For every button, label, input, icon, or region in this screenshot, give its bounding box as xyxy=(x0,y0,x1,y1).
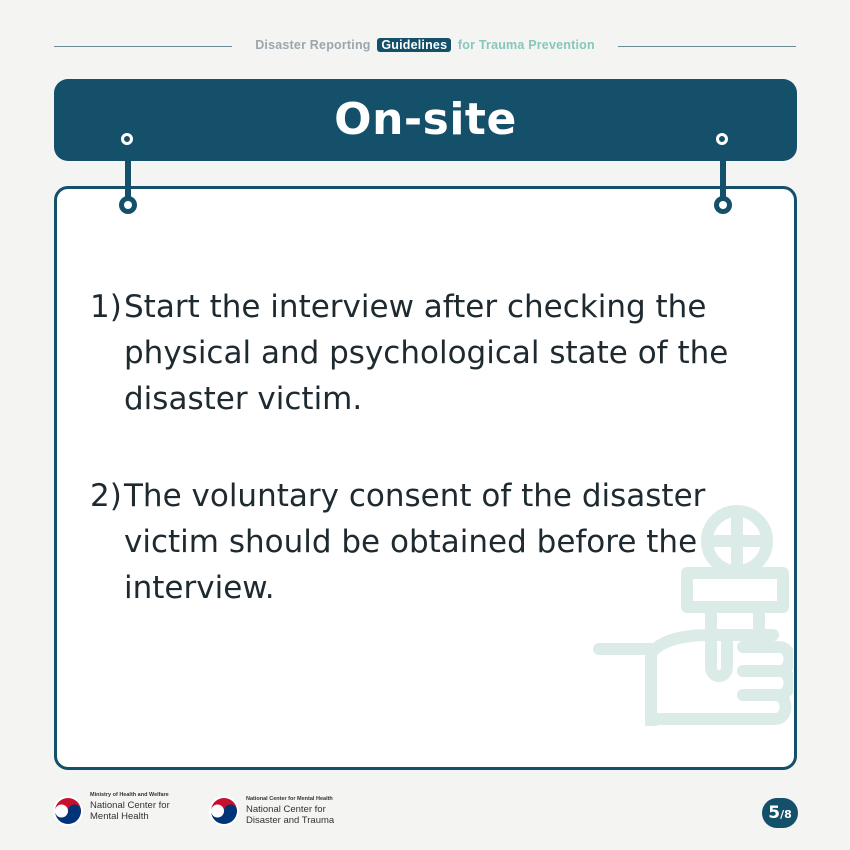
rod-end-right-icon xyxy=(714,196,732,214)
rod-end-left-icon xyxy=(119,196,137,214)
header-title-part2: for Trauma Prevention xyxy=(457,38,595,52)
org1-name-line2: Mental Health xyxy=(90,811,149,822)
banner-ring-right-icon xyxy=(716,133,728,145)
header-title-highlight: Guidelines xyxy=(377,38,451,52)
page-indicator xyxy=(762,798,798,828)
org1-ministry: Ministry of Health and Welfare xyxy=(90,792,169,798)
org2-name-line1: National Center for xyxy=(246,804,326,815)
footer-org-2 xyxy=(246,796,334,826)
section-banner xyxy=(54,79,797,161)
guideline-number: 2) xyxy=(90,478,122,514)
banner-ring-left-icon xyxy=(121,133,133,145)
taegeuk-logo-icon xyxy=(53,796,83,826)
org2-name-line2: Disaster and Trauma xyxy=(246,815,335,826)
page-total: /8 xyxy=(780,808,792,821)
header-title-part1: Disaster Reporting xyxy=(255,38,371,52)
header-title xyxy=(0,38,850,52)
org2-parent: National Center for Mental Health xyxy=(246,796,333,802)
section-title: On-site xyxy=(334,94,517,145)
taegeuk-logo-icon xyxy=(209,796,239,826)
banner-rod-right xyxy=(720,150,726,202)
guideline-number: 1) xyxy=(90,289,122,325)
guideline-text: Start the interview after checking the physical and psychological state of the disaster victim. xyxy=(124,289,729,417)
banner-rod-left xyxy=(125,150,131,202)
footer-org-1 xyxy=(90,792,170,822)
page-current: 5 xyxy=(768,803,781,823)
content-card xyxy=(54,186,797,770)
guideline-text: The voluntary consent of the disaster victim should be obtained before the interview. xyxy=(124,478,706,606)
guideline-item-2 xyxy=(90,473,750,611)
org1-name-line1: National Center for xyxy=(90,800,170,811)
guideline-item-1 xyxy=(90,284,750,422)
